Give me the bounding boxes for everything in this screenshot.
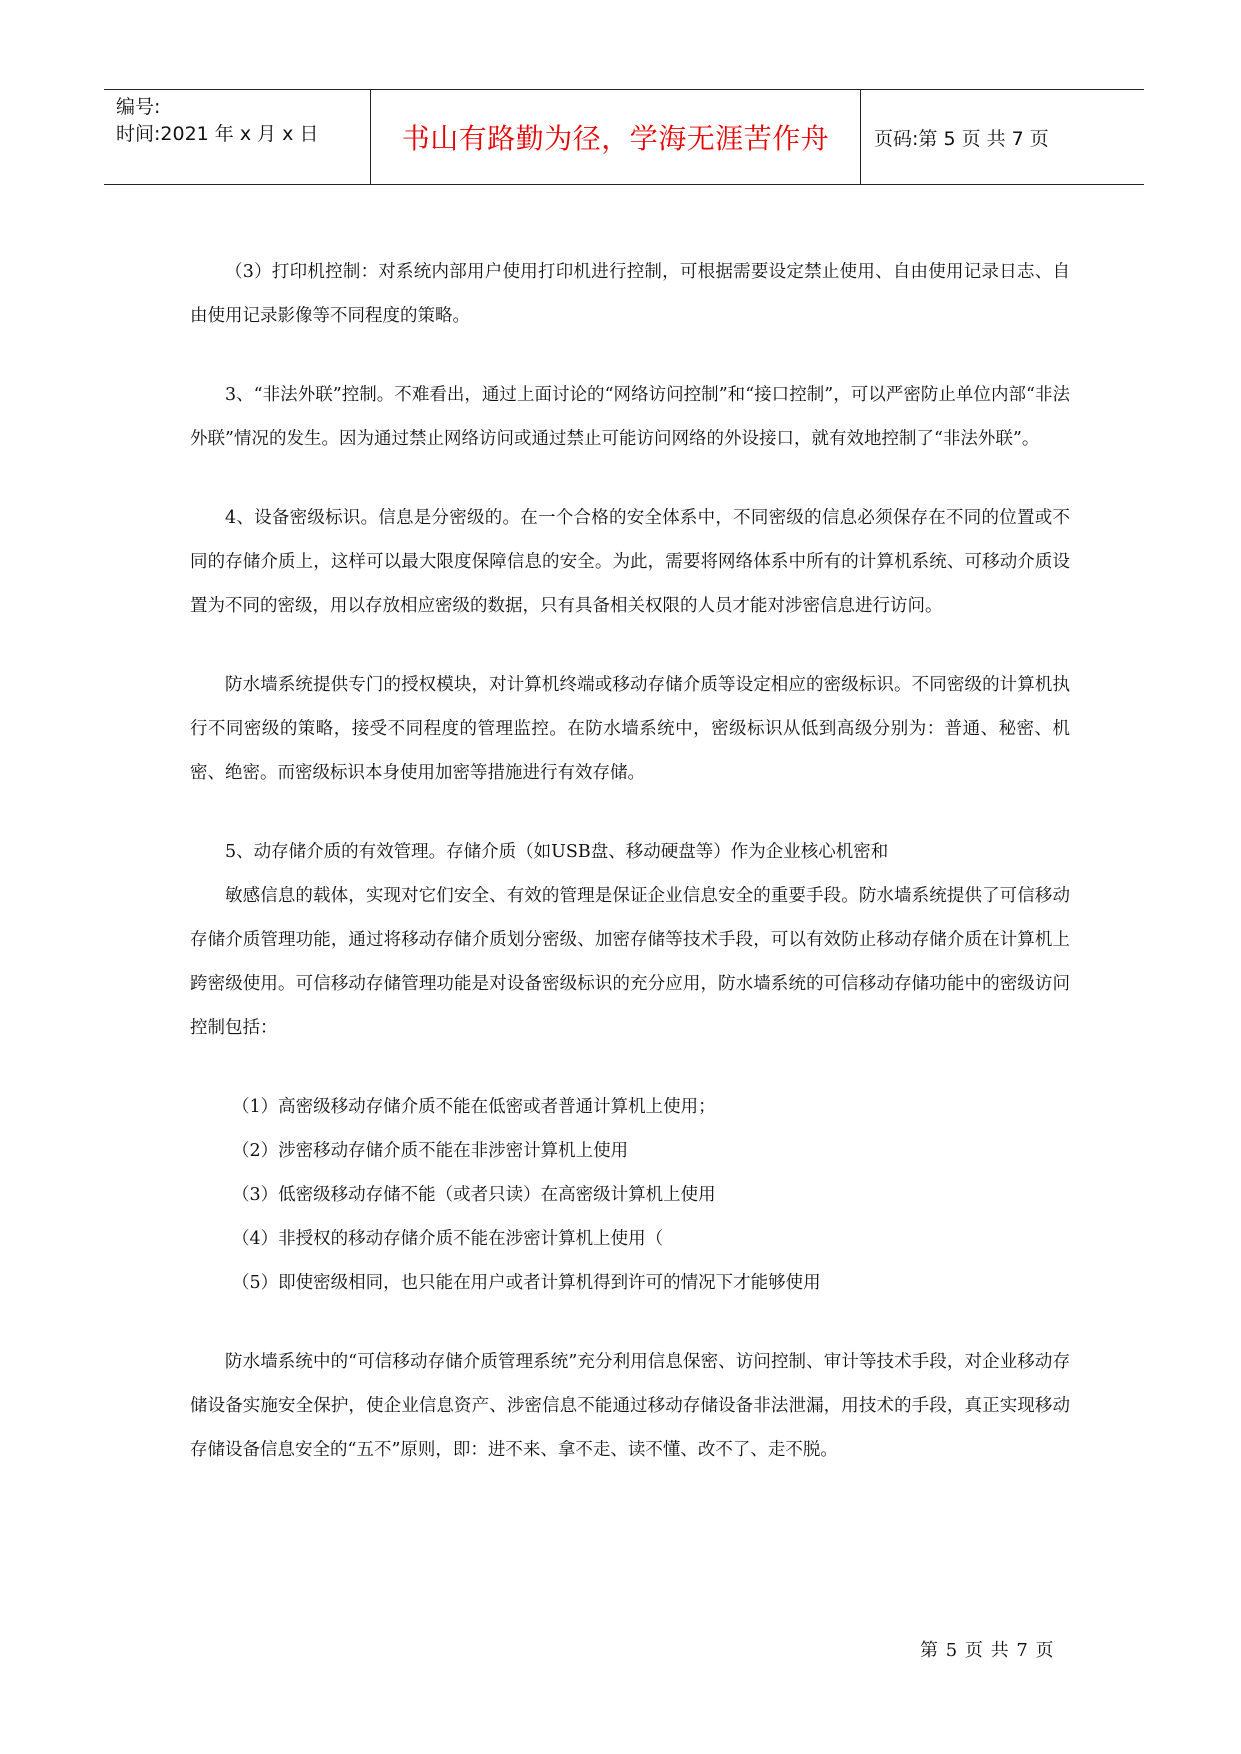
document-body — [190, 250, 1070, 1472]
header-motto: 书山有路勤为径，学海无涯苦作舟 — [401, 122, 830, 155]
paragraph-printer-control: （3）打印机控制：对系统内部用户使用打印机进行控制，可根据需要设定禁止使用、自由使用记录日志、自由使用记录影像等不同程度的策略。 — [190, 262, 1070, 326]
header-divider — [860, 90, 861, 184]
paragraph-authorization-module: 防水墙系统提供专门的授权模块，对计算机终端或移动存储介质等设定相应的密级标识。不同密级的计算机执行不同密级的策略，接受不同程度的管理监控。在防水墙系统中，密级标识从低到高级分别为：普通、秘密、机密、绝密。而密级标识本身使用加密等措施进行有效存储。 — [190, 675, 1070, 783]
document-header — [104, 89, 1144, 185]
paragraph-trusted-storage-system: 防水墙系统中的“可信移动存储介质管理系统”充分利用信息保密、访问控制、审计等技术手段，对企业移动存储设备实施安全保护，使企业信息资产、涉密信息不能通过移动存储设备非法泄漏，用技术的手段，真正实现移动存储设备信息安全的“五不”原则，即：进不来、拿不走、读不懂、改不了、走不脱。 — [190, 1352, 1070, 1460]
list-item: （1）高密级移动存储介质不能在低密或者普通计算机上使用； — [232, 1097, 716, 1117]
list-item: （5）即使密级相同，也只能在用户或者计算机得到许可的情况下才能够使用 — [232, 1273, 821, 1293]
time-label: 时间:2021 年 x 月 x 日 — [116, 123, 319, 145]
page-footer: 第 5 页 共 7 页 — [920, 1640, 1055, 1661]
paragraph-storage-management-heading: 5、动存储介质的有效管理。存储介质（如USB盘、移动硬盘等）作为企业核心机密和 — [225, 842, 889, 862]
list-item: （2）涉密移动存储介质不能在非涉密计算机上使用 — [232, 1141, 629, 1161]
paragraph-storage-management: 敏感信息的载体，实现对它们安全、有效的管理是保证企业信息安全的重要手段。防水墙系统提供了可信移动存储介质管理功能，通过将移动存储介质划分密级、加密存储等技术手段，可以有效防止移动存储介质在计算机上跨密级使用。可信移动存储管理功能是对设备密级标识的充分应用，防水墙系统的可信移动存储功能中的密级访问控制包括： — [190, 886, 1070, 1038]
paragraph-illegal-outreach: 3、“非法外联”控制。不难看出，通过上面讨论的“网络访问控制”和“接口控制”，可以严密防止单位内部“非法外联”情况的发生。因为通过禁止网络访问或通过禁止可能访问网络的外设接口，就有效地控制了“非法外联”。 — [190, 385, 1070, 449]
header-meta — [116, 94, 366, 148]
list-item: （3）低密级移动存储不能（或者只读）在高密级计算机上使用 — [232, 1185, 716, 1205]
number-label: 编号: — [116, 96, 161, 118]
paragraph-device-classification: 4、设备密级标识。信息是分密级的。在一个合格的安全体系中，不同密级的信息必须保存在不同的位置或不同的存储介质上，这样可以最大限度保障信息的安全。为此，需要将网络体系中所有的计算机系统、可移动介质设置为不同的密级，用以存放相应密级的数据，只有具备相关权限的人员才能对涉密信息进行访问。 — [190, 508, 1070, 616]
header-page-info: 页码:第 5 页 共 7 页 — [874, 127, 1049, 150]
list-item: （4）非授权的移动存储介质不能在涉密计算机上使用（ — [232, 1229, 664, 1249]
